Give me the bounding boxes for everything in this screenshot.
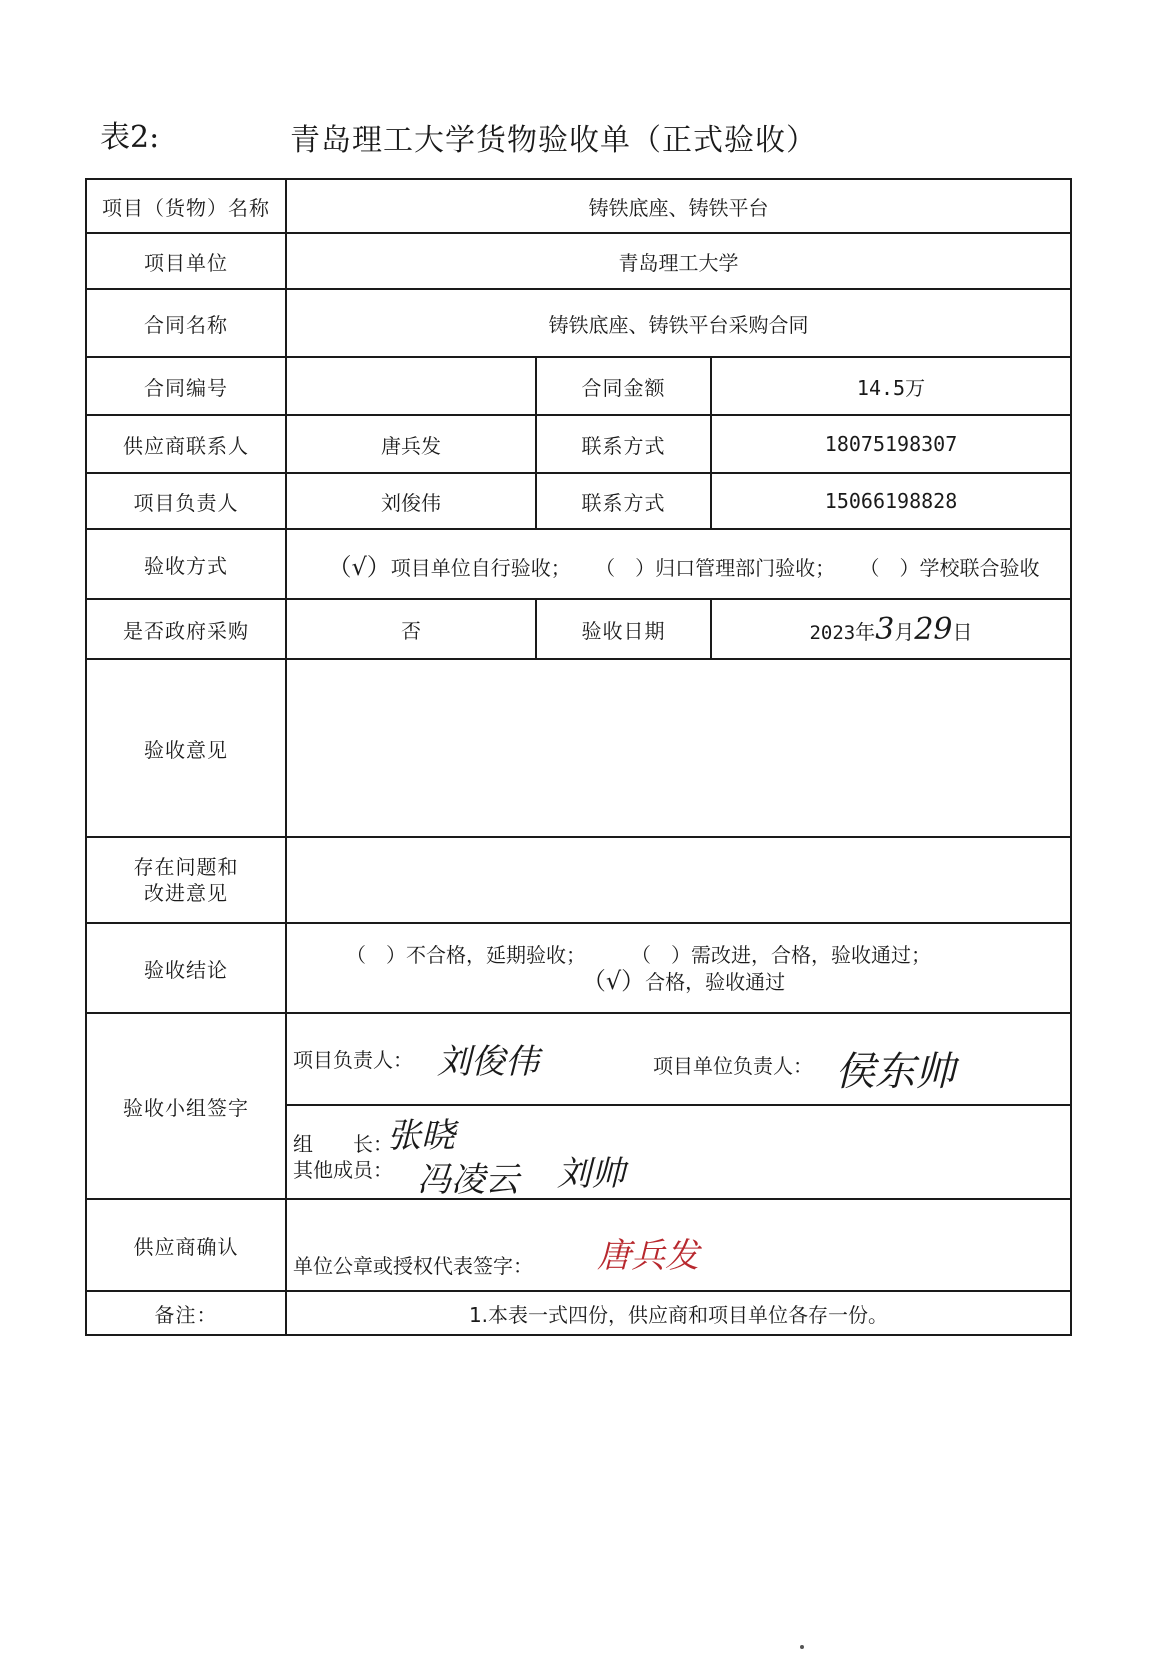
mode-option-department-mark: （ ） bbox=[595, 555, 656, 580]
mode-option-self-text: 项目单位自行验收； bbox=[390, 555, 571, 580]
remark-value: 1.本表一式四份，供应商和项目单位各存一份。 bbox=[286, 1291, 1071, 1335]
leader-sign-label: 项目负责人： bbox=[293, 1048, 413, 1072]
issues-label bbox=[86, 837, 286, 923]
leader-signature: 刘俊伟 bbox=[437, 1042, 539, 1082]
project-name-value: 铸铁底座、铸铁平台 bbox=[286, 179, 1071, 233]
issues-label-line1: 存在问题和 bbox=[133, 855, 239, 879]
mode-option-joint-text: 学校联合验收 bbox=[919, 555, 1040, 580]
project-name-label: 项目（货物）名称 bbox=[86, 179, 286, 233]
remark-label: 备注： bbox=[86, 1291, 286, 1335]
date-day-unit: 日 bbox=[952, 619, 973, 644]
supplier-sign-area bbox=[287, 1200, 1070, 1290]
members-sign-area bbox=[287, 1106, 1070, 1198]
mode-option-joint-mark: （ ） bbox=[859, 555, 920, 580]
row-remark bbox=[86, 1291, 1071, 1335]
gov-purchase-label: 是否政府采购 bbox=[86, 599, 286, 659]
supplier-confirm-label: 供应商确认 bbox=[86, 1199, 286, 1291]
row-contract-name bbox=[86, 289, 1071, 357]
row-project-name bbox=[86, 179, 1071, 233]
conclusion-options bbox=[286, 923, 1071, 1013]
table-number: 表2: bbox=[100, 120, 160, 155]
contract-no-value bbox=[286, 357, 536, 415]
project-unit-label: 项目单位 bbox=[86, 233, 286, 289]
unit-leader-sign-label: 项目单位负责人： bbox=[653, 1054, 813, 1078]
supplier-signature: 唐兵发 bbox=[597, 1236, 699, 1276]
supplier-phone-value: 18075198307 bbox=[711, 415, 1071, 473]
opinion-label: 验收意见 bbox=[86, 659, 286, 837]
row-contract-no bbox=[86, 357, 1071, 415]
row-issues bbox=[86, 837, 1071, 923]
member2-signature: 刘帅 bbox=[557, 1154, 625, 1194]
unit-leader-signature: 侯东帅 bbox=[835, 1049, 955, 1095]
signatures-label: 验收小组签字 bbox=[86, 1013, 286, 1199]
conclusion-label: 验收结论 bbox=[86, 923, 286, 1013]
date-month: 3 bbox=[875, 611, 895, 647]
row-project-leader bbox=[86, 473, 1071, 529]
conclusion-pass-text: 合格，验收通过 bbox=[645, 969, 786, 994]
acceptance-table bbox=[85, 178, 1072, 1336]
conclusion-improve-mark: （ ） bbox=[631, 942, 691, 967]
row-supplier-contact bbox=[86, 415, 1071, 473]
row-gov-purchase bbox=[86, 599, 1071, 659]
acceptance-mode-options bbox=[286, 529, 1071, 599]
date-day: 29 bbox=[914, 611, 953, 647]
conclusion-option-fail bbox=[301, 942, 631, 968]
supplier-sign-label: 单位公章或授权代表签字： bbox=[293, 1254, 533, 1278]
contract-amount-value: 14.5万 bbox=[711, 357, 1071, 415]
row-signatures-top bbox=[86, 1013, 1071, 1105]
contract-name-label: 合同名称 bbox=[86, 289, 286, 357]
supplier-phone-label: 联系方式 bbox=[536, 415, 711, 473]
project-unit-value: 青岛理工大学 bbox=[286, 233, 1071, 289]
form-title: 青岛理工大学货物验收单（正式验收） bbox=[290, 123, 817, 158]
issues-value bbox=[286, 837, 1071, 923]
date-year-unit: 年 bbox=[855, 619, 876, 644]
row-opinion bbox=[86, 659, 1071, 837]
date-month-unit: 月 bbox=[894, 619, 915, 644]
leaders-sign-area bbox=[287, 1014, 1070, 1104]
conclusion-line-1 bbox=[301, 942, 1066, 968]
member1-signature: 冯凌云 bbox=[417, 1160, 519, 1199]
mode-option-joint bbox=[860, 552, 1040, 581]
members-sign-label: 其他成员： bbox=[293, 1158, 393, 1182]
contract-name-value: 铸铁底座、铸铁平台采购合同 bbox=[286, 289, 1071, 357]
leader-phone-value: 15066198828 bbox=[711, 473, 1071, 529]
row-supplier-confirm bbox=[86, 1199, 1071, 1291]
signatures-leaders bbox=[286, 1013, 1071, 1105]
row-acceptance-mode bbox=[86, 529, 1071, 599]
supplier-contact-label: 供应商联系人 bbox=[86, 415, 286, 473]
conclusion-improve-text: 需改进，合格，验收通过； bbox=[691, 942, 931, 967]
conclusion-fail-mark: （ ） bbox=[346, 942, 406, 967]
opinion-value bbox=[286, 659, 1071, 837]
contract-amount-label: 合同金额 bbox=[536, 357, 711, 415]
signatures-members bbox=[286, 1105, 1071, 1199]
leader-phone-label: 联系方式 bbox=[536, 473, 711, 529]
conclusion-fail-text: 不合格，延期验收； bbox=[406, 942, 586, 967]
supplier-contact-value: 唐兵发 bbox=[286, 415, 536, 473]
acceptance-date-label: 验收日期 bbox=[536, 599, 711, 659]
gov-purchase-value: 否 bbox=[286, 599, 536, 659]
acceptance-date-value bbox=[711, 599, 1071, 659]
project-leader-label: 项目负责人 bbox=[86, 473, 286, 529]
acceptance-mode-label: 验收方式 bbox=[86, 529, 286, 599]
mode-option-department bbox=[595, 552, 835, 581]
row-project-unit bbox=[86, 233, 1071, 289]
supplier-confirm-area bbox=[286, 1199, 1071, 1291]
scan-speck bbox=[800, 1645, 804, 1649]
group-leader-sign-label: 组 长： bbox=[293, 1132, 393, 1156]
project-leader-value: 刘俊伟 bbox=[286, 473, 536, 529]
check-mark-icon: （√） bbox=[327, 552, 391, 581]
issues-label-line2: 改进意见 bbox=[144, 881, 228, 905]
row-conclusion bbox=[86, 923, 1071, 1013]
conclusion-option-pass bbox=[301, 968, 1066, 995]
conclusion-option-improve bbox=[631, 942, 931, 968]
contract-no-label: 合同编号 bbox=[86, 357, 286, 415]
mode-option-department-text: 归口管理部门验收； bbox=[655, 555, 836, 580]
group-leader-signature: 张晓 bbox=[387, 1116, 455, 1156]
mode-option-self bbox=[328, 547, 571, 582]
date-year: 2023 bbox=[809, 621, 856, 644]
check-mark-icon: （√） bbox=[581, 966, 646, 995]
